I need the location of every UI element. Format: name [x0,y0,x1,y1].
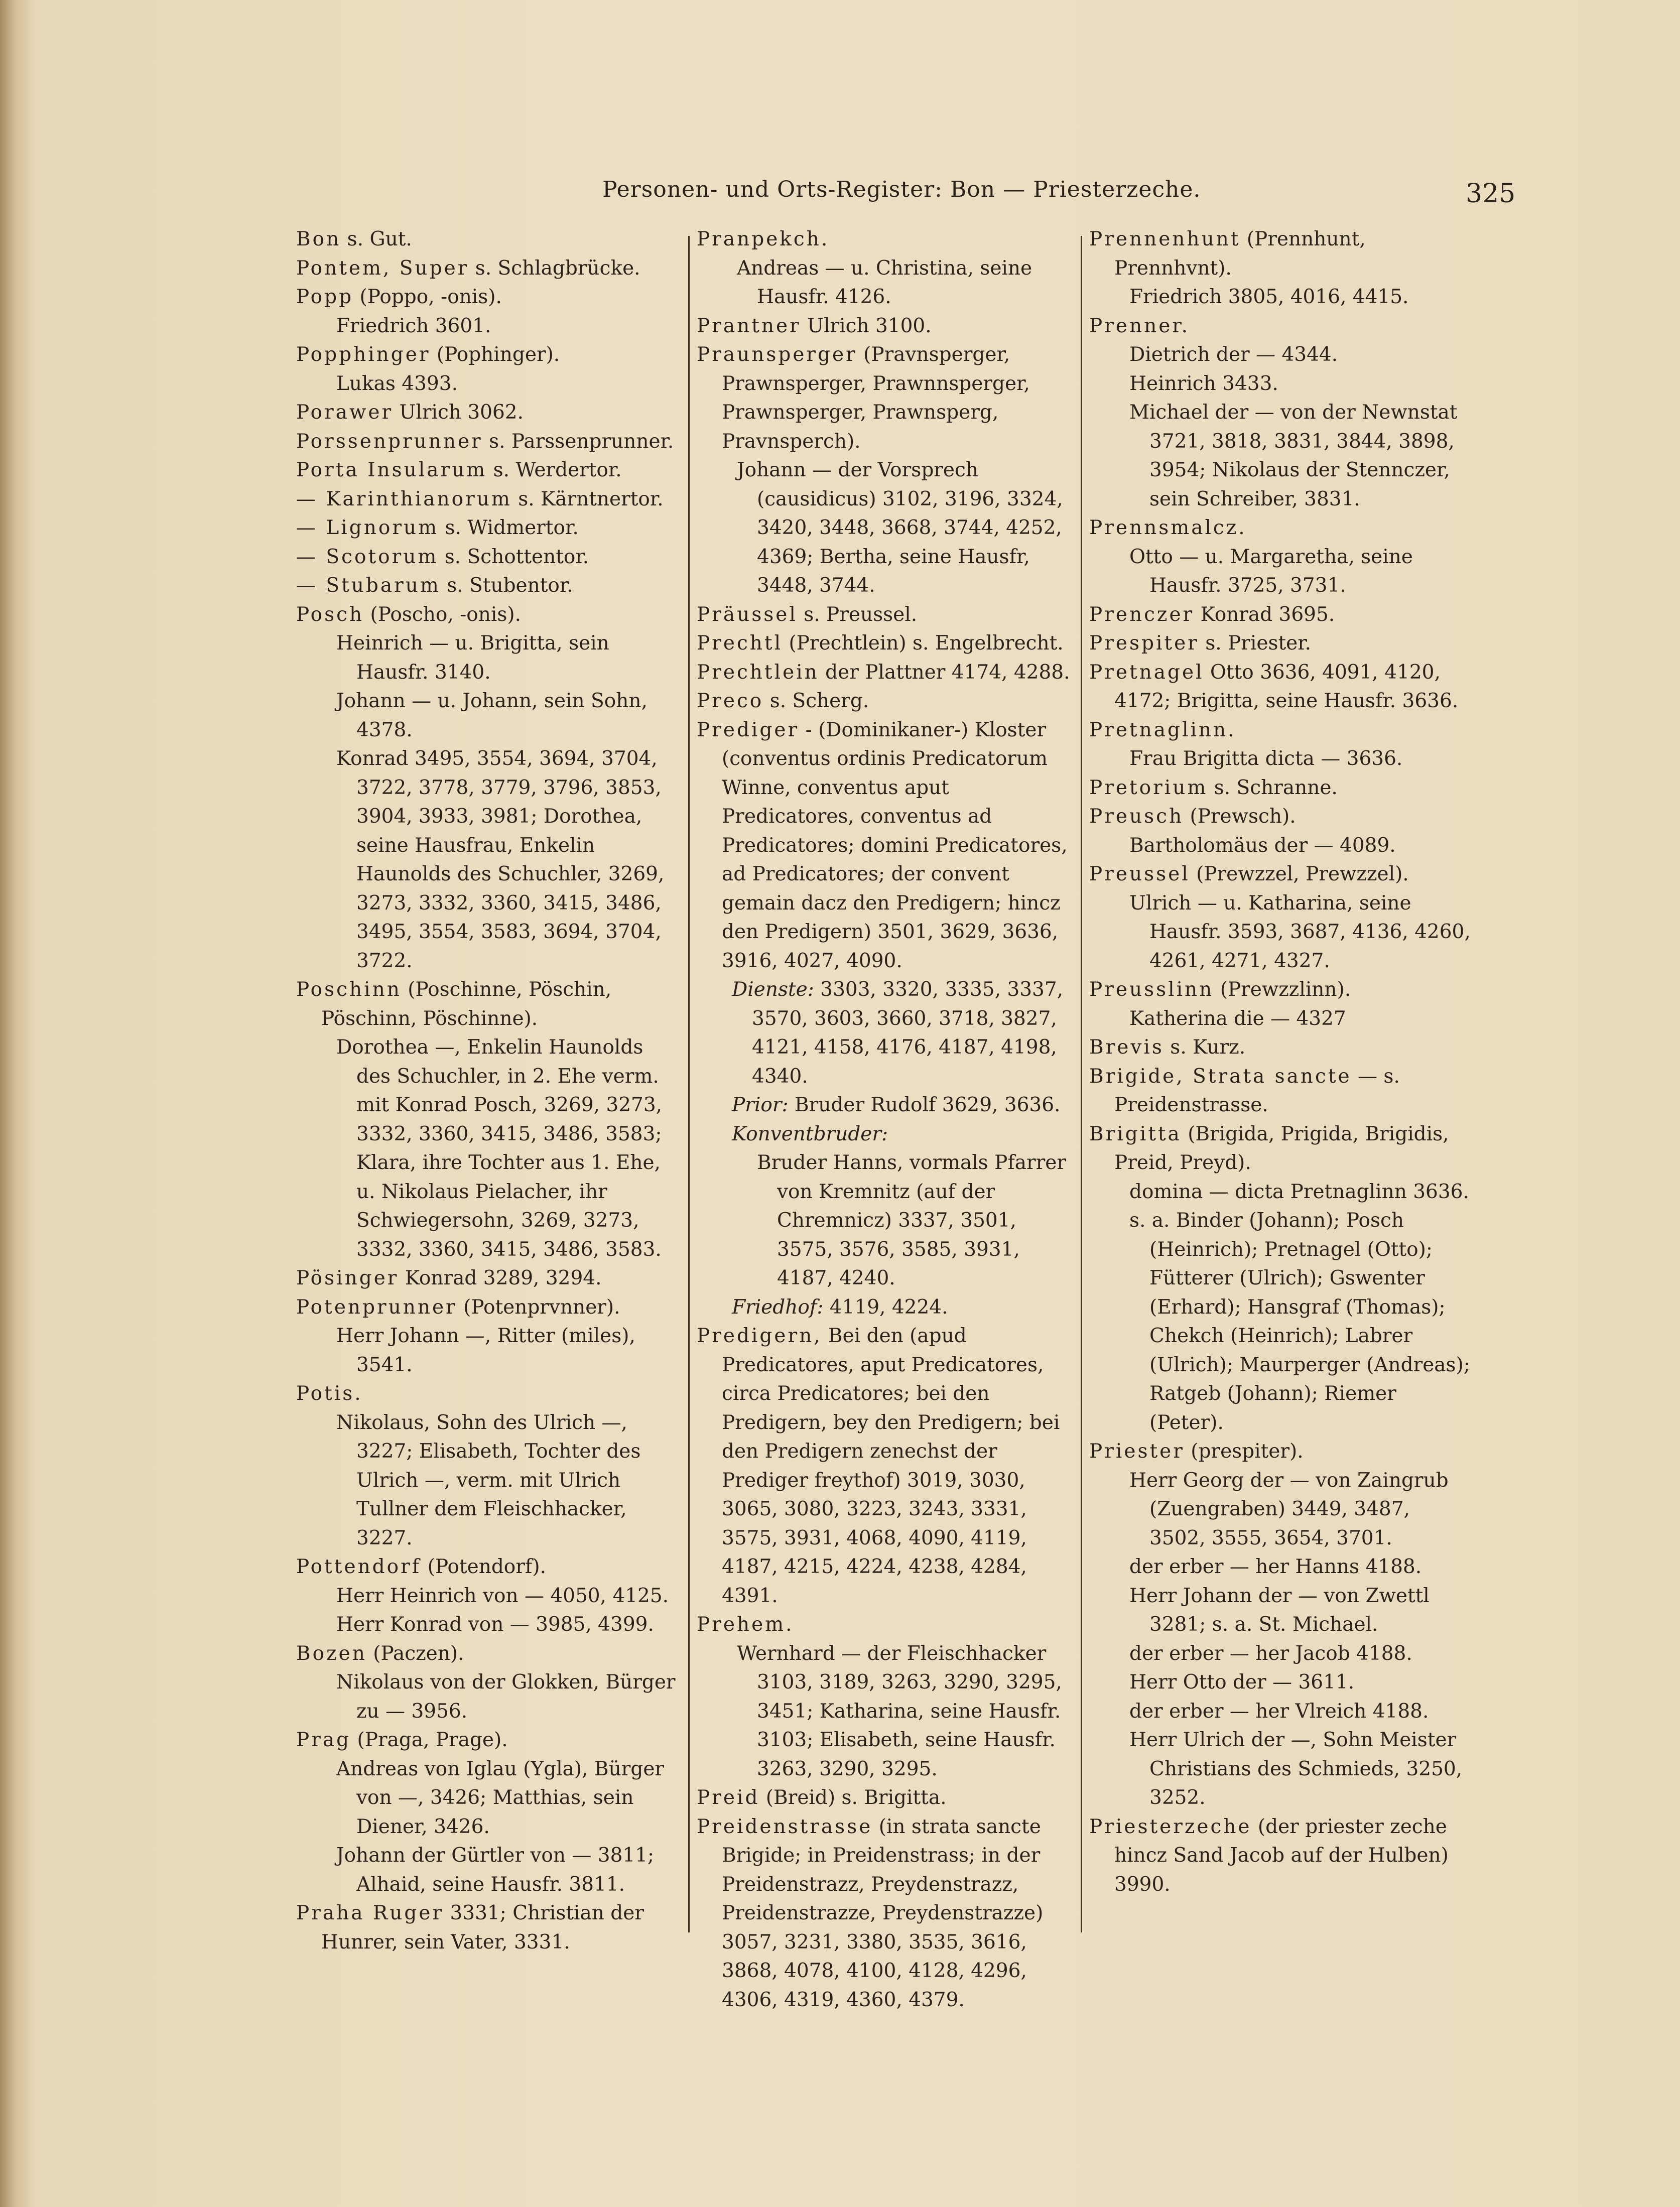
register-entry [296,398,678,427]
entry-headword: Prehem. [697,1613,794,1636]
sub-entry: Bartholomäus der — 4089. [1129,834,1396,857]
register-entry [1089,513,1471,543]
section-text: 3303, 3320, 3335, 3337, 3570, 3603, 3660, 3718, 3827, 4121, 4158, 4176, 4187, 4198, 4340. [752,978,1064,1088]
sub-entry: Bruder Hanns, vormals Pfarrer von Kremnitz (auf der Chremnicz) 3337, 3501, 3575, 3576, 3585, 3931, 4187, 4240. [757,1151,1067,1289]
entry-headword: Pösinger [296,1267,399,1289]
entry-headword: Brevis [1089,1036,1164,1059]
register-entry [1089,225,1471,283]
sub-entry: der erber — her Jacob 4188. [1129,1642,1412,1665]
entry-text: (Pophinger). [430,343,560,366]
register-entry [1089,312,1471,341]
sub-entry: Herr Johann —, Ritter (miles), 3541. [336,1325,635,1376]
entry-text: s. Priester. [1199,632,1311,655]
entry-headword: Pretorium [1089,776,1208,799]
entry-text: (Potendorf). [421,1555,546,1578]
sub-entry: Herr Otto der — 3611. [1129,1671,1355,1694]
entry-text: — s. Preidenstrasse. [1114,1065,1400,1116]
entry-text: s. Schottentor. [438,545,589,568]
register-entry [697,1610,1078,1639]
column-rule [1081,236,1082,1932]
entry-headword: Pretnagel [1089,661,1204,684]
entry-text: Bei den (apud Predicatores, aput Predicatores, circa Predicatores; bei den Predigern, bey den Predigern; bei den Predigern zenechst der Prediger freythof) 3019, 3030, 3065, 3080, 3223, 3243, 3331, 3575, 3931, 4068, 4090, 4119, 4187, 4215, 4224, 4238, 4284, 4391. [722,1325,1060,1607]
entry-text: (Breid) s. Brigitta. [759,1786,947,1809]
entry-headword: — Lignorum [296,516,439,539]
sub-entry: Andreas von Iglau (Ygla), Bürger von —, 3426; Matthias, sein Diener, 3426. [336,1757,665,1838]
entry-headword: Prag [296,1729,351,1751]
register-entry [296,225,678,254]
register-entry [1089,802,1471,831]
register-entry [296,543,678,572]
register-entry [1089,975,1471,1004]
entry-headword: Prantner [697,314,801,337]
entry-headword: Potis. [296,1382,363,1405]
entry-headword: Predigern, [697,1325,822,1347]
entry-headword: Präussel [697,603,798,626]
section-label: Dienste: [732,978,814,1001]
sub-entry: der erber — her Hanns 4188. [1129,1555,1422,1578]
entry-text: s. Kurz. [1164,1036,1246,1059]
entry-headword: Praha Ruger [296,1902,444,1924]
entry-headword: Prechtl [697,632,783,655]
entry-headword: Brigitta [1089,1122,1182,1145]
register-entry [296,571,678,600]
entry-headword: Priesterzeche [1089,1815,1252,1838]
sub-entry: Nikolaus von der Glokken, Bürger zu — 3956. [336,1671,676,1723]
entry-headword: Prediger [697,718,800,741]
entry-text: (in strata sancte Brigide; in Preidenstrass; in der Preidenstrazz, Preydenstrazz, Preidenstrazze, Preydenstrazze) 3057, 3231, 3380, 3535, 3616, 3868, 4078, 4100, 4128, 4296, 4306, 4319, 4360, 4379. [722,1815,1044,2011]
entry-headword: Poschinn [296,978,402,1001]
entry-headword: Potenprunner [296,1295,457,1319]
sub-entry: Heinrich 3433. [1129,372,1278,395]
section-text: Bruder Rudolf 3629, 3636. [788,1094,1061,1116]
register-entry [1089,629,1471,658]
sub-entry: Wernhard — der Fleischhacker 3103, 3189, 3263, 3290, 3295, 3451; Katharina, seine Hausfr. 3103; Elisabeth, seine Hausfr. 3263, 3290, 3295. [737,1642,1062,1780]
sub-entry: Konrad 3495, 3554, 3694, 3704, 3722, 3778, 3779, 3796, 3853, 3904, 3933, 3981; Dorothea, seine Hausfrau, Enkelin Haunolds des Schuchler, 3269, 3273, 3332, 3360, 3415, 3486, 3495, 3554, 3583, 3694, 3704, 3722. [336,747,665,972]
entry-headword: Prennsmalcz. [1089,516,1247,539]
entry-section [732,975,1078,1091]
entry-text: (Prechtlein) s. Engelbrecht. [783,632,1064,655]
entry-text: (Poscho, -onis). [364,603,522,626]
sub-entry: Katherina die — 4327 [1129,1007,1346,1030]
entry-headword: Prenner. [1089,314,1190,337]
register-entry [296,975,678,1033]
entry-text: (Pravnsperger, Prawnsperger, Prawnnsperger, Prawnsperger, Prawnsperg, Pravnsperch). [722,343,1030,453]
sub-entry: Herr Konrad von — 3985, 4399. [336,1613,654,1636]
sub-entry: Herr Georg der — von Zaingrub (Zuengraben) 3449, 3487, 3502, 3555, 3654, 3701. [1129,1469,1449,1549]
register-entry [296,485,678,514]
entry-text: 3331; Christian der Hunrer, sein Vater, 3331. [321,1902,644,1954]
entry-text: Konrad 3695. [1194,603,1335,626]
register-entry [697,312,1078,341]
entry-headword: Preussel [1089,863,1190,885]
section-label: Friedhof: [732,1295,824,1319]
entry-headword: Porssenprunner [296,430,483,453]
entry-headword: Prenczer [1089,603,1195,626]
entry-text: s. Widmertor. [439,516,579,539]
entry-text: s. Stubentor. [440,574,573,597]
sub-entry: Friedrich 3601. [336,314,491,337]
sub-entry: domina — dicta Pretnaglinn 3636. [1129,1180,1469,1203]
entry-text: s. Gut. [341,228,412,250]
column-rule [688,236,690,1932]
register-entry [697,1812,1078,2015]
register-column-2 [697,225,1078,2014]
entry-headword: Prechtlein [697,661,819,684]
entry-text: s. Werdertor. [487,459,622,481]
entry-headword: Preid [697,1786,760,1809]
entry-section [732,1293,1078,1322]
register-entry [697,600,1078,629]
sub-entry: Johann der Gürtler von — 3811; Alhaid, seine Hausfr. 3811. [336,1844,655,1896]
register-entry [1089,860,1471,889]
entry-headword: Preidenstrasse [697,1815,873,1838]
entry-headword: Prennenhunt [1089,228,1241,250]
section-label: Konventbruder: [732,1122,888,1145]
entry-text: s. Parssenprunner. [482,430,674,453]
entry-text: (Prewzzel, Prewzzel). [1190,863,1409,885]
register-entry [296,1639,678,1668]
register-entry [1089,1033,1471,1062]
sub-entry: Heinrich — u. Brigitta, sein Hausfr. 3140. [336,632,609,684]
page-number: 325 [1466,179,1516,209]
entry-headword: — Stubarum [296,574,441,597]
entry-headword: Pretnaglinn. [1089,718,1236,741]
register-entry [1089,1437,1471,1466]
entry-text: (der priester zeche hincz Sand Jacob auf der Hulben) 3990. [1114,1815,1449,1896]
entry-text: Ulrich 3062. [393,401,524,424]
register-entry [697,340,1078,456]
entry-text: s. Scherg. [763,690,869,712]
register-entry [296,427,678,456]
entry-text: (Prewsch). [1184,805,1296,828]
entry-text: (Prennhunt, Prennhvnt). [1114,228,1366,280]
register-entry [1089,1120,1471,1178]
sub-entry: Herr Johann der — von Zwettl 3281; s. a. St. Michael. [1129,1584,1430,1636]
entry-text: s. Preussel. [797,603,918,626]
entry-headword: Pottendorf [296,1555,422,1578]
entry-text: s. Schranne. [1208,776,1338,799]
sub-entry: Herr Heinrich von — 4050, 4125. [336,1584,669,1607]
register-entry [697,658,1078,687]
sub-entry: Lukas 4393. [336,372,458,395]
entry-headword: Preusslinn [1089,978,1214,1001]
entry-headword: Priester [1089,1440,1185,1463]
entry-headword: Posch [296,603,364,626]
entry-headword: Brigide, Strata sancte [1089,1065,1352,1088]
register-entry [1089,716,1471,745]
entry-text: der Plattner 4174, 4288. [819,661,1070,684]
register-entry [697,1322,1078,1610]
register-entry [1089,600,1471,629]
entry-section [732,1120,1078,1149]
sub-entry: Johann — u. Johann, sein Sohn, 4378. [336,690,648,741]
entry-headword: — Karinthianorum [296,487,512,510]
register-column-3 [1089,225,1471,1899]
sub-entry: Otto — u. Margaretha, seine Hausfr. 3725, 3731. [1129,545,1413,597]
entry-headword: Preco [697,690,764,712]
entry-text: (Praga, Prage). [351,1729,508,1751]
register-entry [697,1783,1078,1812]
entry-headword: Bon [296,228,341,250]
register-entry [296,340,678,369]
entry-text: Otto 3636, 4091, 4120, 4172; Brigitta, seine Hausfr. 3636. [1114,661,1459,712]
entry-text: s. Kärntnertor. [511,487,664,510]
entry-text: (Potenprvnner). [457,1295,620,1319]
entry-headword: Pontem, Super [296,256,469,280]
entry-text: Ulrich 3100. [801,314,932,337]
register-entry [296,1552,678,1582]
entry-text: - (Dominikaner-) Kloster (conventus ordinis Predicatorum Winne, conventus aput Predicatores, conventus ad Predicatores; domini Predicatores, ad Predicatores; der convent gemain dacz den Predigern; hincz den Predigern) 3501, 3629, 3636, 3916, 4027, 4090. [722,718,1068,972]
register-entry [296,600,678,629]
register-entry [697,687,1078,716]
entry-headword: — Scotorum [296,545,439,568]
entry-text: Konrad 3289, 3294. [399,1267,602,1289]
entry-text: (Poppo, -onis). [353,286,502,308]
sub-entry: Dorothea —, Enkelin Haunolds des Schuchler, in 2. Ehe verm. mit Konrad Posch, 3269, 3273, 3332, 3360, 3415, 3486, 3583; Klara, ihre Tochter aus 1. Ehe, u. Nikolaus Pielacher, ihr Schwiegersohn, 3269, 3273, 3332, 3360, 3415, 3486, 3583. [336,1036,663,1261]
section-text: 4119, 4224. [823,1295,948,1319]
entry-text: (Paczen). [366,1642,464,1665]
register-entry [296,1899,678,1957]
sub-entry: Andreas — u. Christina, seine Hausfr. 4126. [737,256,1032,308]
register-entry [1089,1062,1471,1120]
register-entry [697,225,1078,254]
register-entry [296,283,678,312]
entry-section [732,1091,1078,1120]
register-entry [296,1726,678,1755]
sub-entry: s. a. Binder (Johann); Posch (Heinrich); Pretnagel (Otto); Fütterer (Ulrich); Gswenter (Erhard); Hansgraf (Thomas); Chekch (Heinrich); Labrer (Ulrich); Maurperger (Andreas); Ratgeb (Johann); Riemer (Peter). [1129,1209,1470,1434]
register-entry [296,1379,678,1408]
register-entry [296,254,678,283]
register-entry [1089,658,1471,716]
sub-entry: Ulrich — u. Katharina, seine Hausfr. 3593, 3687, 4136, 4260, 4261, 4271, 4327. [1129,891,1471,972]
register-entry [1089,1812,1471,1899]
register-entry [296,1293,678,1322]
running-header: Personen- und Orts-Register: Bon — Priesterzeche. [602,177,1201,202]
entry-headword: Pranpekch. [697,228,830,250]
entry-text: (prespiter). [1184,1440,1304,1463]
entry-text: (Poschinne, Pöschin, Pöschinn, Pöschinne). [321,978,612,1030]
sub-entry: Nikolaus, Sohn des Ulrich —, 3227; Elisabeth, Tochter des Ulrich —, verm. mit Ulrich Tullner dem Fleischhacker, 3227. [336,1411,641,1549]
entry-text: (Prewzzlinn). [1214,978,1351,1001]
entry-headword: Prespiter [1089,632,1199,655]
sub-entry: Herr Ulrich der —, Sohn Meister Christians des Schmieds, 3250, 3252. [1129,1729,1463,1809]
entry-headword: Preusch [1089,805,1184,828]
register-entry [296,1264,678,1293]
entry-text: s. Schlagbrücke. [469,256,640,280]
entry-headword: Porta Insularum [296,459,487,481]
sub-entry: Frau Brigitta dicta — 3636. [1129,747,1403,770]
register-entry [296,513,678,543]
sub-entry: Michael der — von der Newnstat 3721, 3818, 3831, 3844, 3898, 3954; Nikolaus der Stennczer, sein Schreiber, 3831. [1129,401,1458,510]
sub-entry: Friedrich 3805, 4016, 4415. [1129,286,1409,308]
entry-headword: Porawer [296,401,394,424]
sub-entry: Dietrich der — 4344. [1129,343,1338,366]
entry-text: (Brigida, Prigida, Brigidis, Preid, Preyd). [1114,1122,1449,1174]
register-entry [296,456,678,485]
entry-headword: Popphinger [296,343,431,366]
entry-headword: Praunsperger [697,343,857,366]
sub-entry: Johann — der Vorsprech (causidicus) 3102, 3196, 3324, 3420, 3448, 3668, 3744, 4252, 4369; Bertha, seine Hausfr, 3448, 3744. [737,459,1063,597]
register-column-1 [296,225,678,1957]
entry-headword: Bozen [296,1642,367,1665]
register-entry [697,629,1078,658]
sub-entry: der erber — her Vlreich 4188. [1129,1700,1429,1723]
register-entry [1089,773,1471,803]
entry-headword: Popp [296,286,354,308]
register-entry [697,716,1078,976]
section-label: Prior: [732,1094,789,1116]
